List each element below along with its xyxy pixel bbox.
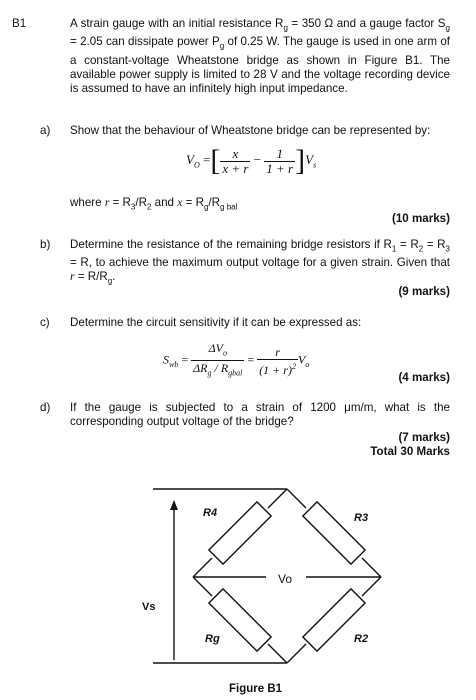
where-sub3: 3: [130, 202, 136, 212]
b-t6: .: [112, 270, 116, 284]
where-mid: = R: [109, 196, 131, 209]
eq-c-den1b-sub: gbal: [228, 368, 243, 378]
eq-c-den1-sub: g: [207, 368, 212, 378]
eq-c-v-sub: o: [305, 360, 310, 370]
eq-c-v: V: [297, 352, 306, 367]
b-s3: 3: [445, 244, 450, 254]
where-eq: = R: [182, 196, 204, 209]
total-marks: Total 30 Marks: [370, 445, 450, 458]
b-s1: 1: [391, 244, 397, 254]
part-b-label: b): [40, 238, 51, 251]
label-r3: R3: [354, 512, 369, 524]
part-b-marks: (9 marks): [398, 285, 450, 298]
b-t1: Determine the resistance of the remaining bridge resistors if R: [70, 238, 392, 251]
sub-g-1: g: [283, 23, 288, 33]
eq-a-den1: x + r: [222, 160, 249, 176]
label-vs: Vs: [142, 601, 156, 613]
resistor-r4: [209, 502, 271, 564]
b-s2: 2: [418, 244, 424, 254]
eq-c-num2: r: [257, 345, 298, 360]
eq-c-s: S: [163, 352, 169, 367]
part-c-label: c): [40, 316, 50, 329]
part-a-marks: (10 marks): [391, 212, 450, 225]
where-and: and: [151, 196, 178, 209]
part-a-label: a): [40, 124, 51, 137]
intro-text-2: = 350 Ω and a gauge factor S: [287, 17, 446, 30]
b-t3: = R: [423, 238, 446, 251]
where-x: x: [177, 196, 183, 209]
eq-a-num1: x: [220, 147, 250, 162]
eq-c-den2-sup: 2: [291, 361, 296, 371]
vs-arrow-head: [170, 500, 178, 510]
eq-c-num1-sub: o: [222, 348, 227, 358]
equation-a: $V_O$ =[ $\frac{x}{x + r}$ − $\frac{1}{1 + r}$ ]$V_s$: [186, 144, 317, 177]
part-d-marks: (7 marks): [398, 431, 450, 444]
part-d-label: d): [40, 401, 51, 414]
part-c-text: Determine the circuit sensitivity if it can be expressed as:: [70, 316, 362, 329]
question-number: B1: [12, 17, 27, 30]
figure-caption: Figure B1: [229, 683, 283, 695]
eq-a-vs-sub: s: [313, 160, 317, 170]
b-t4: = R, to achieve the maximum output voltage for a given strain. Given that: [70, 256, 450, 270]
eq-a-num2: 1: [264, 147, 295, 162]
eq-c-num1: ΔV: [208, 341, 223, 355]
b-t5: = R/R: [74, 270, 108, 284]
where-sub2: 2: [146, 202, 152, 212]
b-r: r: [70, 270, 75, 284]
b-sg: g: [107, 276, 113, 286]
eq-c-den1: ΔR: [193, 361, 208, 376]
intro-text-3: = 2.05 can dissipate power P: [70, 35, 220, 49]
label-r4: R4: [203, 507, 218, 519]
eq-c-den1b: / R: [211, 361, 229, 376]
eq-a-vo: V: [186, 151, 194, 167]
eq-c-den2: (1 + r): [259, 362, 292, 377]
where-subg: g: [203, 202, 209, 212]
part-c-marks: (4 marks): [398, 371, 450, 384]
eq-c-s-sub: wb: [169, 360, 179, 370]
eq-a-vs: V: [305, 151, 314, 167]
sub-g-2: g: [445, 23, 450, 33]
where-pre: where: [70, 196, 105, 209]
part-a-text: Show that the behaviour of Wheatstone bridge can be represented by:: [70, 124, 431, 137]
b-t2: = R: [396, 238, 419, 251]
label-rg: Rg: [205, 633, 220, 645]
equation-c: $S_{wb}$ = $\frac{\Delta V_o}{\Delta R_g / R_{gbal}}$ = $\frac{r}{(1 + r)^2}$ $V_o$: [163, 341, 310, 378]
eq-a-vo-sub: O: [193, 160, 200, 170]
label-vo: Vo: [278, 572, 293, 586]
sub-g-3: g: [219, 41, 225, 51]
part-d-text: If the gauge is subjected to a strain of 1200 μm/m, what is the corresponding output voltage of the bridge?: [70, 401, 450, 428]
label-r2: R2: [354, 633, 369, 645]
eq-a-den2: 1 + r: [266, 160, 294, 176]
where-gbal: g bal: [220, 202, 238, 212]
where-r: r: [104, 196, 110, 209]
intro-text-4: of 0.25 W. The gauge is used in one arm of a constant-voltage Wheatstone bridge as shown in Figure B1. The available power supply is limited to 28 V and the voltage recording device is assumed to have an infinitely high input impedance.: [70, 35, 451, 95]
where-r2: /R: [135, 196, 147, 209]
intro-text-1: A strain gauge with an initial resistance R: [70, 17, 284, 30]
where-rgbal: /R: [208, 196, 221, 209]
